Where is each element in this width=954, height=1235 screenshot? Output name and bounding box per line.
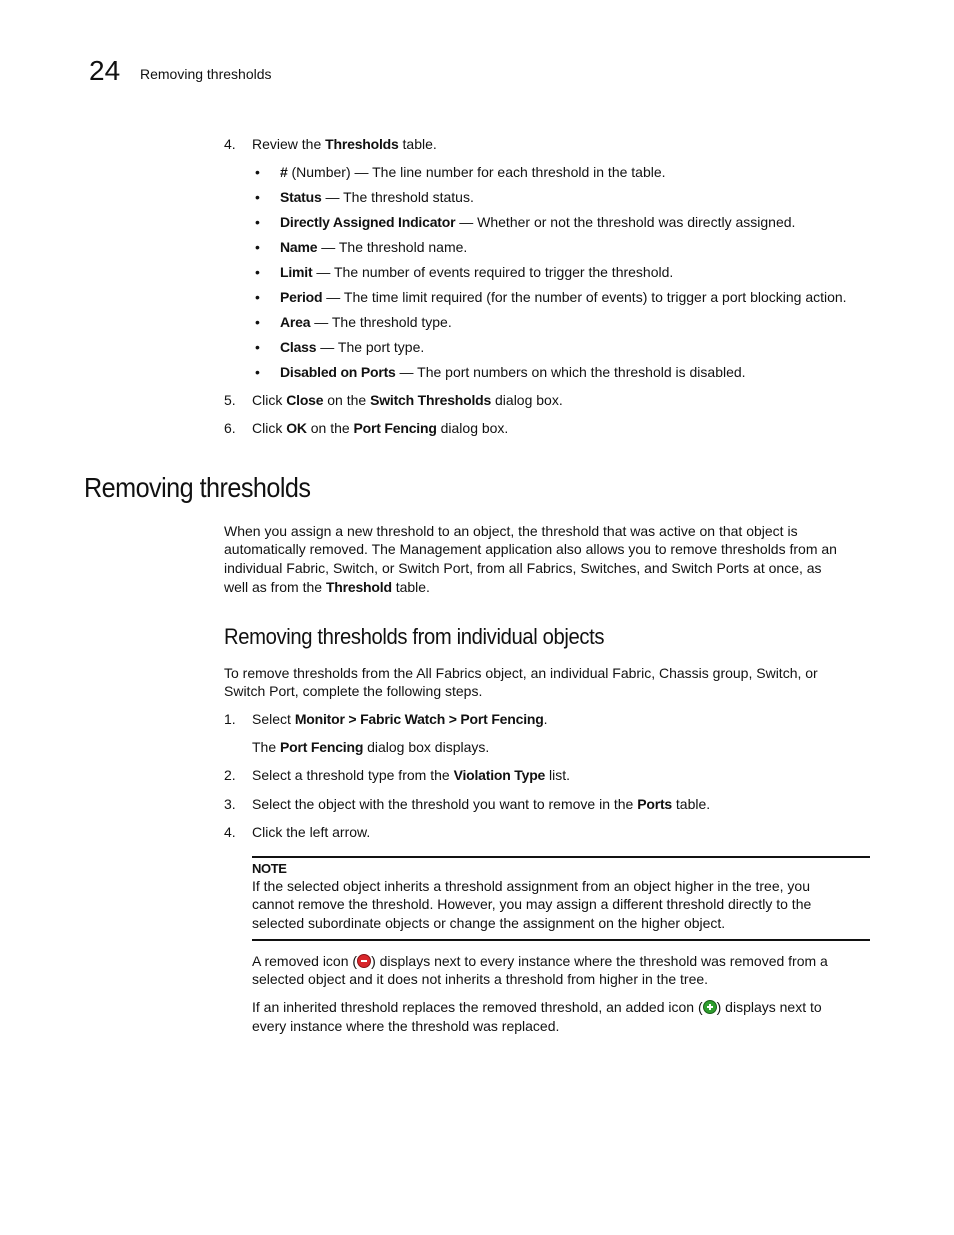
step-number: 6. (224, 420, 236, 436)
paragraph-line: selected object and it does not inherits a threshold from higher in the tree. (252, 971, 709, 987)
text-run: dialog box. (436, 420, 509, 436)
step-text: Click the left arrow. (252, 824, 371, 840)
bullet-desc: — The time limit required (for the number of events) to trigger a port blocking action. (322, 289, 847, 305)
bullet-item (280, 213, 795, 232)
text-run: Review the (252, 136, 326, 152)
text-run: ) displays next to every instance where the threshold was removed from a (371, 953, 828, 969)
step-text (252, 391, 563, 410)
text-run: list. (545, 767, 571, 783)
bullet-item (280, 313, 452, 332)
text-run: If an inherited threshold replaces the removed threshold, an added icon ( (252, 999, 703, 1015)
step-text (252, 710, 547, 729)
note-top-rule (252, 856, 870, 858)
step-text (252, 419, 508, 438)
bullet-term: Disabled on Ports (280, 364, 396, 380)
text-run: well as from the (224, 579, 326, 595)
bullet-desc: — Whether or not the threshold was directly assigned. (455, 214, 796, 230)
text-run: Click (252, 392, 287, 408)
bullet-item (280, 363, 746, 382)
bullet-marker: • (255, 239, 260, 255)
added-icon (703, 1000, 717, 1014)
step-text (252, 135, 437, 154)
bullet-item (280, 188, 474, 207)
step-text (252, 766, 570, 785)
bullet-term: Area (280, 314, 311, 330)
bullet-marker: • (255, 164, 260, 180)
paragraph-line (252, 952, 828, 971)
ui-term: Port Fencing (353, 420, 437, 436)
bullet-marker: • (255, 364, 260, 380)
bullet-marker: • (255, 314, 260, 330)
bullet-desc: (Number) — The line number for each threshold in the table. (287, 164, 666, 180)
note-line: cannot remove the threshold. However, you may assign a different threshold directly to the (252, 896, 812, 912)
text-run: dialog box displays. (363, 739, 490, 755)
step-text (252, 795, 710, 814)
paragraph-line: Switch Port, complete the following steps. (224, 683, 483, 699)
bullet-desc: — The number of events required to trigger the threshold. (312, 264, 674, 280)
ui-term: Switch Thresholds (370, 392, 492, 408)
ui-term: Threshold (325, 579, 392, 595)
bullet-term: Limit (280, 264, 313, 280)
text-run: dialog box. (491, 392, 563, 408)
removed-icon (357, 954, 371, 968)
bullet-item (280, 238, 467, 257)
bullet-term: Name (280, 239, 318, 255)
step-number: 3. (224, 796, 236, 812)
bullet-desc: — The threshold name. (317, 239, 468, 255)
text-run: table. (672, 796, 711, 812)
bullet-desc: — The threshold type. (310, 314, 452, 330)
ui-term: Ports (637, 796, 673, 812)
paragraph-line: every instance where the threshold was replaced. (252, 1018, 560, 1034)
ui-term: Monitor > Fabric Watch > Port Fencing (294, 711, 544, 727)
text-run: A removed icon ( (252, 953, 358, 969)
bullet-term: Class (280, 339, 317, 355)
bullet-desc: — The threshold status. (321, 189, 474, 205)
chapter-number: 24 (89, 55, 121, 86)
text-run: The (252, 739, 281, 755)
bullet-term: Directly Assigned Indicator (280, 214, 456, 230)
note-label: NOTE (252, 861, 287, 876)
text-run: Select (252, 711, 295, 727)
text-run: Click (252, 420, 287, 436)
bullet-term: Period (280, 289, 323, 305)
ui-term: Thresholds (325, 136, 399, 152)
text-run: on the (323, 392, 371, 408)
bullet-desc: — The port type. (316, 339, 425, 355)
subsection-heading: Removing thresholds from individual objects (224, 624, 605, 649)
note-line: selected subordinate objects or change the assignment on the higher object. (252, 915, 726, 931)
bullet-term: # (280, 164, 288, 180)
section-heading: Removing thresholds (84, 472, 311, 503)
bullet-item (280, 263, 673, 282)
note-line: If the selected object inherits a threshold assignment from an object higher in the tree, you (252, 878, 810, 894)
paragraph-line: To remove thresholds from the All Fabrics object, an individual Fabric, Chassis group, Switch, or (224, 665, 818, 681)
text-run: table. (391, 579, 430, 595)
bullet-item (280, 338, 424, 357)
text-run: table. (398, 136, 437, 152)
bullet-marker: • (255, 264, 260, 280)
paragraph-line: When you assign a new threshold to an object, the threshold that was active on that object is (224, 523, 798, 539)
step-number: 4. (224, 824, 236, 840)
step-number: 2. (224, 767, 236, 783)
text-run: on the (306, 420, 354, 436)
paragraph-line: automatically removed. The Management application also allows you to remove thresholds from an (224, 541, 837, 557)
paragraph-line: individual Fabric, Switch, or Switch Port, from all Fabrics, Switches, and Switch Ports at once, as (224, 560, 822, 576)
ui-term: Violation Type (453, 767, 546, 783)
bullet-item (280, 163, 666, 182)
ui-term: Port Fencing (280, 739, 364, 755)
step-number: 5. (224, 392, 236, 408)
ui-term: Close (286, 392, 324, 408)
bullet-marker: • (255, 289, 260, 305)
step-number: 4. (224, 136, 236, 152)
step-result (252, 738, 489, 757)
text-run: . (543, 711, 548, 727)
paragraph-line (252, 998, 822, 1017)
text-run: Select a threshold type from the (252, 767, 454, 783)
bullet-marker: • (255, 339, 260, 355)
running-title: Removing thresholds (140, 66, 272, 82)
bullet-marker: • (255, 189, 260, 205)
paragraph-line (224, 578, 430, 597)
bullet-term: Status (280, 189, 322, 205)
text-run: Select the object with the threshold you want to remove in the (252, 796, 638, 812)
ui-term: OK (286, 420, 307, 436)
note-bottom-rule (252, 939, 870, 941)
bullet-marker: • (255, 214, 260, 230)
text-run: ) displays next to (716, 999, 822, 1015)
bullet-desc: — The port numbers on which the threshold is disabled. (395, 364, 746, 380)
step-number: 1. (224, 711, 236, 727)
bullet-item (280, 288, 847, 307)
